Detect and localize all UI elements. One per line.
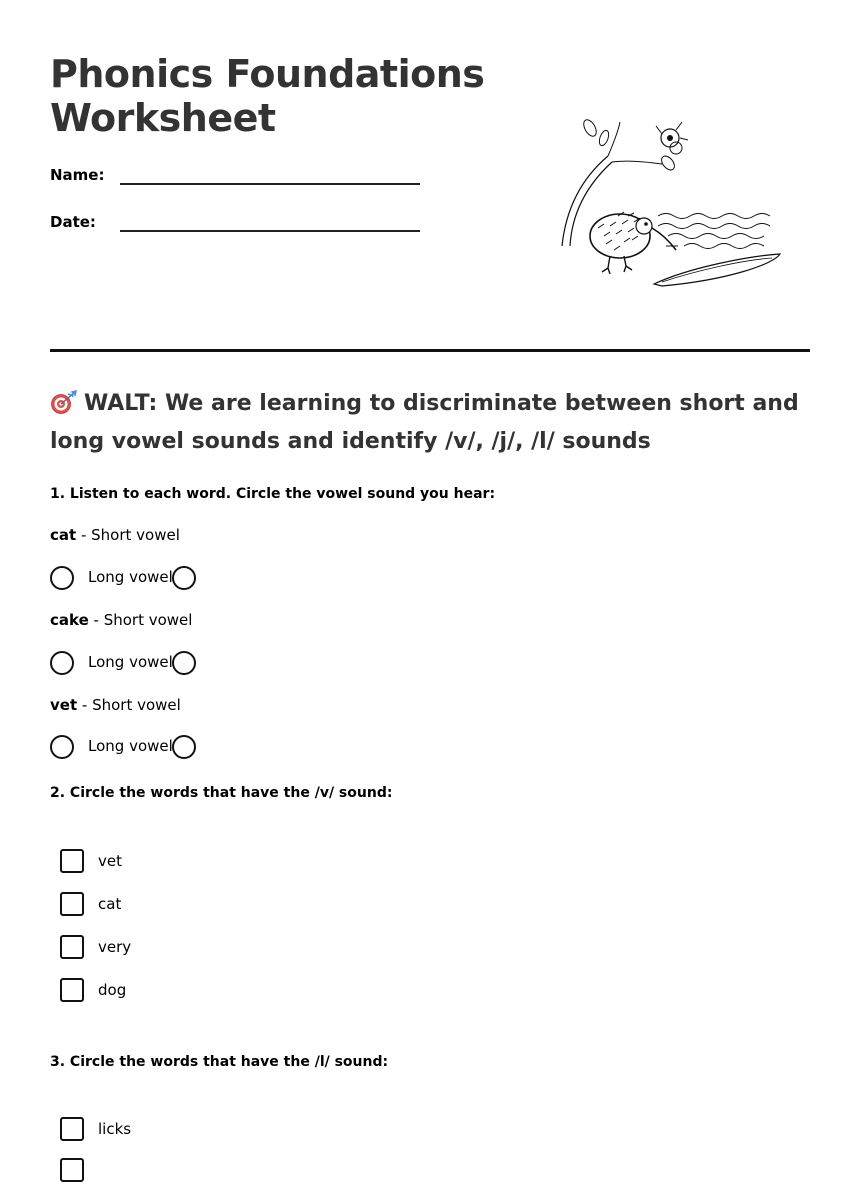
option-label: licks	[98, 1120, 132, 1138]
q1-item-cake	[50, 611, 192, 629]
q1-item-vet	[50, 696, 181, 714]
name-label: Name:	[50, 166, 105, 184]
q1-long-label: Long vowel	[88, 653, 173, 671]
long-vowel-radio[interactable]	[172, 651, 196, 675]
short-vowel-radio[interactable]	[50, 566, 74, 590]
short-vowel-radio[interactable]	[50, 651, 74, 675]
q1-long-label: Long vowel	[88, 568, 173, 586]
long-vowel-radio[interactable]	[172, 566, 196, 590]
short-vowel-radio[interactable]	[50, 735, 74, 759]
q1-word: vet	[50, 696, 78, 714]
walt-heading	[50, 385, 810, 461]
title-line-2: Worksheet	[50, 96, 276, 140]
q1-short-label: - Short vowel	[77, 696, 181, 714]
question-2-prompt: 2. Circle the words that have the /v/ sound:	[50, 785, 393, 801]
q1-radio-row	[50, 735, 210, 761]
name-input-line[interactable]	[120, 183, 420, 185]
name-field	[50, 166, 430, 190]
option-label: cat	[98, 895, 122, 913]
date-input-line[interactable]	[120, 230, 420, 232]
q1-word: cat	[50, 526, 77, 544]
q1-short-label: - Short vowel	[76, 526, 180, 544]
q1-radio-row	[50, 651, 210, 677]
checkbox[interactable]	[60, 1158, 84, 1182]
date-label: Date:	[50, 213, 96, 231]
walt-text: WALT: We are learning to discriminate between short and long vowel sounds and identify /v/, /j/, /l/ sounds	[50, 391, 799, 454]
q1-word: cake	[50, 611, 89, 629]
q1-short-label: - Short vowel	[88, 611, 193, 629]
option-label: very	[98, 938, 132, 956]
long-vowel-radio[interactable]	[172, 735, 196, 759]
date-field	[50, 213, 430, 237]
option-label: vet	[98, 852, 122, 870]
q1-long-label: Long vowel	[88, 737, 173, 755]
checkbox[interactable]	[60, 849, 84, 873]
worksheet-title	[50, 52, 510, 140]
checkbox[interactable]	[60, 935, 84, 959]
kiwi-bird-illustration	[558, 108, 788, 293]
title-line-1: Phonics Foundations	[50, 52, 485, 96]
q1-radio-row	[50, 566, 210, 592]
target-dart-icon	[50, 390, 78, 414]
question-3-prompt: 3. Circle the words that have the /l/ sound:	[50, 1054, 389, 1070]
checkbox[interactable]	[60, 1117, 84, 1141]
checkbox[interactable]	[60, 892, 84, 916]
option-label: dog	[98, 981, 127, 999]
checkbox[interactable]	[60, 978, 84, 1002]
question-1-prompt: 1. Listen to each word. Circle the vowel sound you hear:	[50, 486, 496, 502]
section-divider	[50, 349, 810, 352]
q1-item-cat	[50, 526, 180, 544]
